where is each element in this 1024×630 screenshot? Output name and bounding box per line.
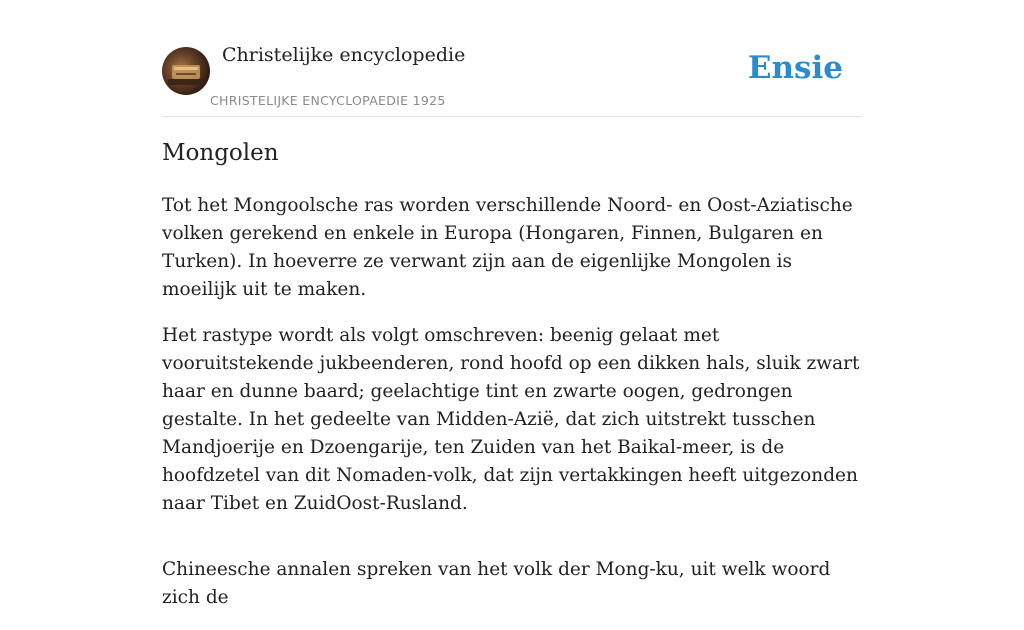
encyclopedia-avatar[interactable] [162,47,210,95]
article-paragraph: Chineesche annalen spreken van het volk der Mong-ku, uit welk woord zich de [162,559,831,608]
site-subtitle[interactable]: CHRISTELIJKE ENCYCLOPAEDIE 1925 [210,93,446,108]
book-image-icon [162,47,210,95]
article-paragraph: Tot het Mongoolsche ras worden verschillende Noord- en Oost-Aziatische volken gerekend en enkele in Europa (Hongaren, Finnen, Bulgaren en Turken). In hoeverre ze verwant zijn aan de eigenlijke Mongolen is moeilijk uit te maken. [162,195,853,300]
article-title: Mongolen [162,140,279,166]
page [162,0,862,608]
header [162,0,862,117]
article-body [162,192,872,630]
site-title[interactable]: Christelijke encyclopedie [222,44,466,66]
brand-logo[interactable]: Ensie [747,50,843,86]
article-paragraph: Het rastype wordt als volgt omschreven: beenig gelaat met vooruitstekende jukbeenderen, rond hoofd op een dikken hals, sluik zwart haar en dunne baard; geelachtige tint en zwarte oogen, gedrongen gestalte. In het gedeelte van Midden-Azië, dat zich uitstrekt tusschen Mandjoerije en Dzoengarije, ten Zuiden van het Baikal-meer, is de hoofdzetel van dit Nomaden-volk, dat zijn vertakkingen heeft uitgezonden naar Tibet en ZuidOost-Rusland. [162,325,860,514]
